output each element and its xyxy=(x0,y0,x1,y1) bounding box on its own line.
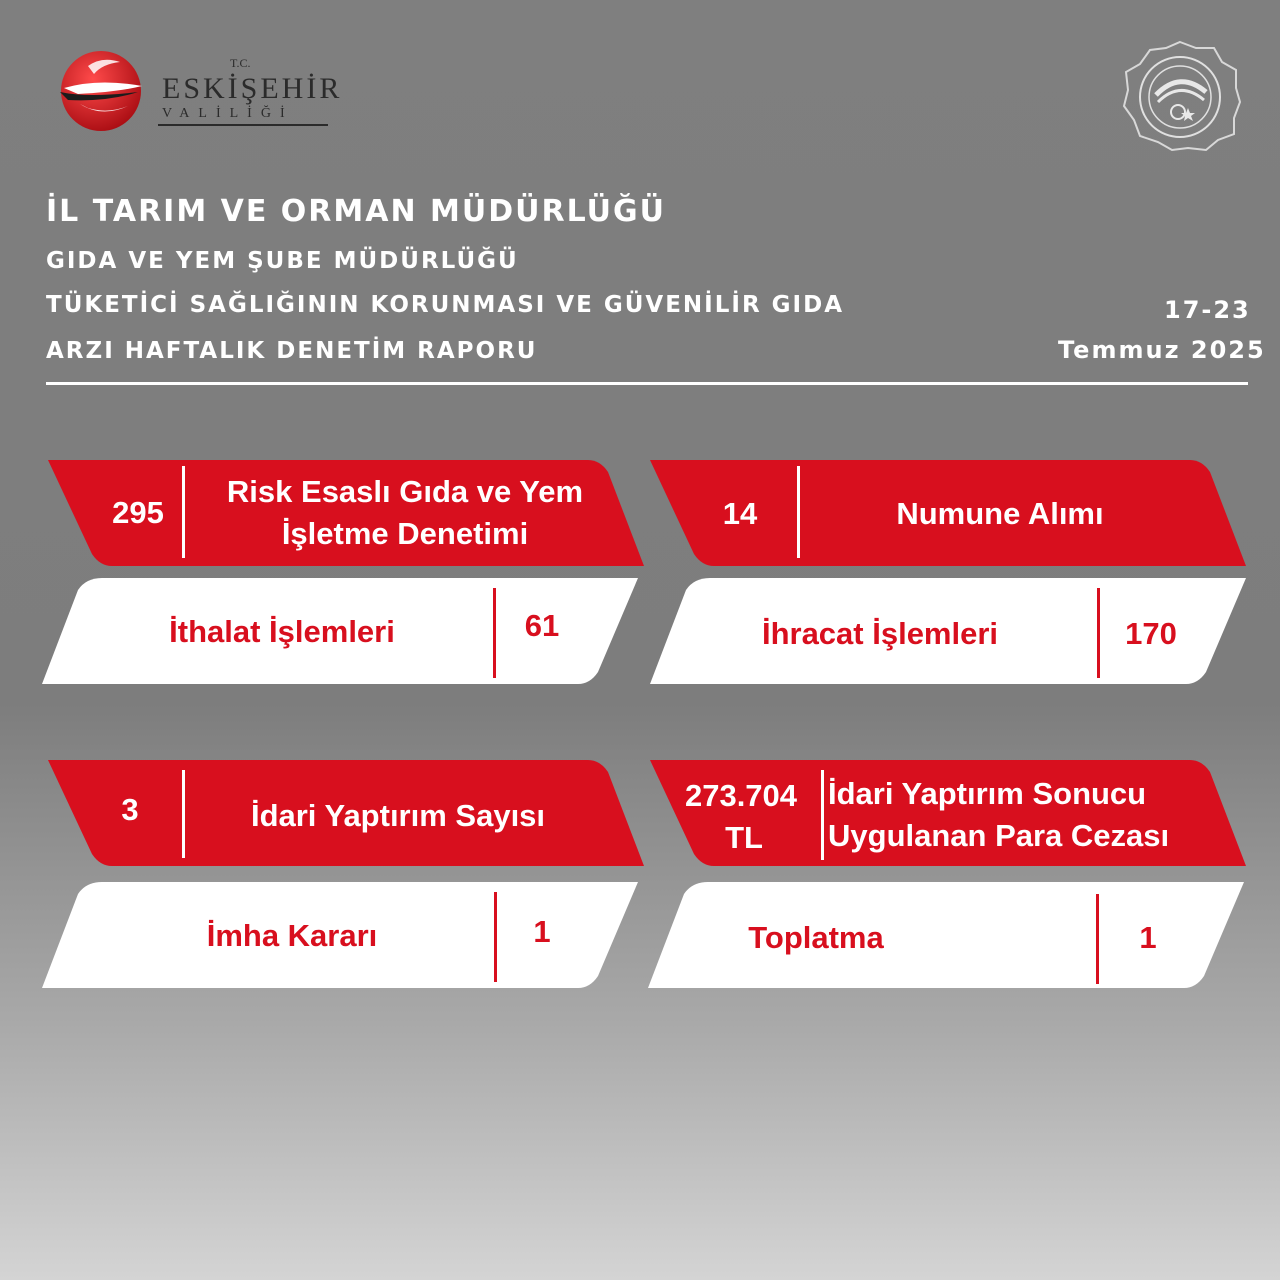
fine-label-2: Uygulanan Para Cezası xyxy=(828,818,1170,853)
separator xyxy=(1097,588,1100,678)
header-subtitle-2: TÜKETİCİ SAĞLIĞININ KORUNMASI VE GÜVENİLİR GIDA xyxy=(46,292,844,318)
logo-name-text: ESKİŞEHİR xyxy=(162,72,343,105)
logo-tc-text: T.C. xyxy=(230,56,251,70)
fine-value: 273.704 xyxy=(684,778,798,813)
destruction-decision-label: İmha Kararı xyxy=(206,918,378,953)
report-date-range: 17-23 xyxy=(1164,296,1251,324)
risk-inspection-label-1: Risk Esaslı Gıda ve Yem xyxy=(226,474,584,509)
fine-banner xyxy=(650,760,1246,866)
destruction-decision-value: 1 xyxy=(533,914,551,949)
report-date-month: Temmuz 2025 xyxy=(1058,336,1266,364)
separator xyxy=(797,466,800,558)
logo-sub-text: VALİLİĞİ xyxy=(162,106,294,121)
separator xyxy=(493,588,496,678)
sanctions-banner xyxy=(48,760,644,866)
sampling-label: Numune Alımı xyxy=(896,496,1104,531)
risk-inspection-label-2: İşletme Denetimi xyxy=(281,516,529,551)
recall-banner xyxy=(648,882,1244,988)
fine-currency: TL xyxy=(725,820,763,855)
risk-inspection-value: 295 xyxy=(112,495,164,530)
import-operations-label: İthalat İşlemleri xyxy=(169,614,395,649)
logo-mark-icon xyxy=(58,48,144,134)
header-title: İL TARIM VE ORMAN MÜDÜRLÜĞÜ xyxy=(46,194,666,229)
separator xyxy=(494,892,497,982)
export-operations-value: 170 xyxy=(1125,616,1177,651)
risk-inspection-banner xyxy=(48,460,644,566)
logo-underline xyxy=(158,124,328,126)
header-divider xyxy=(46,382,1248,385)
eskisehir-valiligi-logo xyxy=(58,48,348,138)
sampling-value: 14 xyxy=(722,496,758,531)
recall-label: Toplatma xyxy=(748,920,884,955)
sanctions-label: İdari Yaptırım Sayısı xyxy=(250,798,546,833)
separator xyxy=(821,770,824,860)
import-operations-value: 61 xyxy=(524,608,560,643)
ministry-seal-icon xyxy=(1118,40,1242,154)
export-operations-banner xyxy=(650,578,1246,684)
sampling-banner xyxy=(650,460,1246,566)
destruction-decision-banner xyxy=(42,882,638,988)
header-subtitle-1: GIDA VE YEM ŞUBE MÜDÜRLÜĞÜ xyxy=(46,248,519,274)
fine-label-1: İdari Yaptırım Sonucu xyxy=(828,776,1147,811)
header-subtitle-3: ARZI HAFTALIK DENETİM RAPORU xyxy=(46,338,538,364)
export-operations-label: İhracat İşlemleri xyxy=(761,616,999,651)
separator xyxy=(182,466,185,558)
separator xyxy=(182,770,185,858)
import-operations-banner xyxy=(42,578,638,684)
recall-value: 1 xyxy=(1139,920,1157,955)
sanctions-value: 3 xyxy=(121,792,139,827)
separator xyxy=(1096,894,1099,984)
